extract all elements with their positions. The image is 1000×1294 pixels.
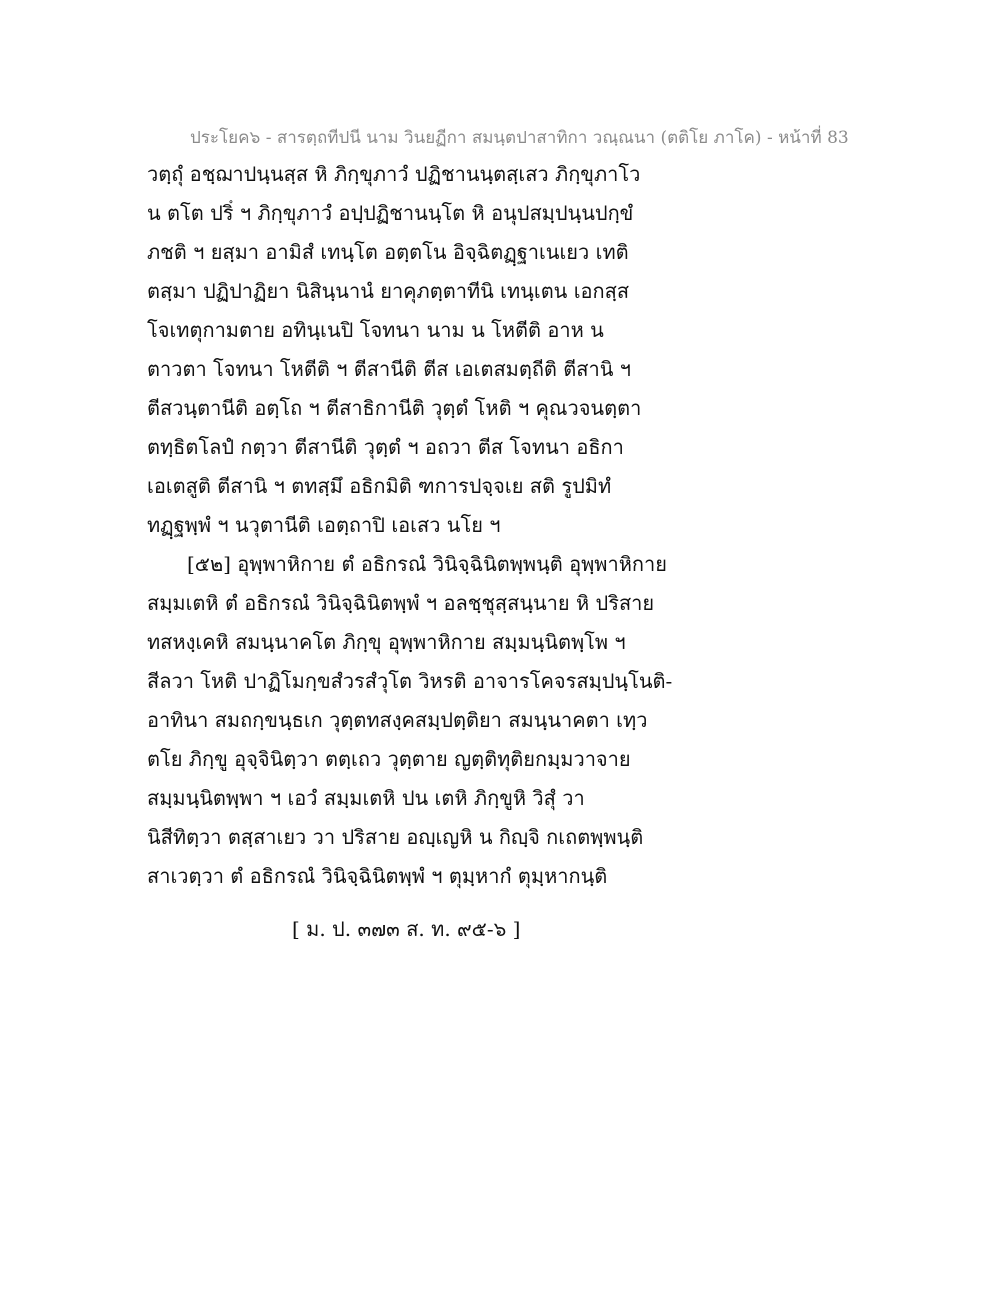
paragraph-1-line: น ตโต ปริํ ฯ ภิกฺขุภาวํ อปฺปฏิชานนฺโต หิ อนุปสมฺปนฺนปกฺขํ	[147, 201, 634, 225]
paragraph-2-line: สมฺมเตหิ ตํ อธิกรณํ วินิจฺฉินิตพฺพํ ฯ อลชฺชุสฺสนฺนาย หิ ปริสาย	[147, 591, 655, 615]
paragraph-2-line: อาทินา สมถกฺขนฺธเก วุตฺตทสงฺคสมฺปตฺติยา สมนฺนาคตา เทฺว	[147, 708, 648, 732]
running-head: ประโยค๖ - สารตฺถทีปนี นาม วินยฏีกา สมนฺตปาสาทิกา วณฺณนา (ตติโย ภาโค) - หน้าที่ 83	[190, 128, 849, 148]
body-text	[147, 155, 847, 896]
paragraph-1-line: วตฺถุํ อชฺฌาปนฺนสฺส หิ ภิกฺขุภาวํ ปฏิชานนฺตสฺเสว ภิกฺขุภาโว	[147, 162, 641, 186]
paragraph-2-line: สมฺมนฺนิตพฺพา ฯ เอวํ สมฺมเตหิ ปน เตหิ ภิกฺขูหิ วิสุํ วา	[147, 786, 585, 810]
paragraph-1-line: โจเทตุกามตาย อทินฺเนปิ โจทนา นาม น โหตีติ อาห น	[147, 318, 604, 342]
paragraph-1-line: ทฏฺฐพฺพํ ฯ นวุตานีติ เอตฺถาปิ เอเสว นโย ฯ	[147, 513, 501, 537]
paragraph-2-line: สีลวา โหติ ปาฏิโมกฺขสํวรสํวุโต วิหรติ อาจารโคจรสมฺปนฺโนติ-	[147, 669, 673, 693]
paragraph-1-line: เอเตสูติ ตีสานิ ฯ ตทสฺมึ อธิกมิติ ฑการปจฺจเย สติ รูปมิทํ	[147, 474, 612, 498]
paragraph-2-line: นิสีทิตฺวา ตสฺสาเยว วา ปริสาย อญฺเญหิ น กิญฺจิ กเถตพฺพนฺติ	[147, 825, 644, 849]
citation-reference: [ ม. ป. ๓๗๓ ส. ท. ๙๕-๖ ]	[292, 917, 521, 941]
paragraph-2-line: ตโย ภิกฺขู อุจฺจินิตฺวา ตตฺเถว วุตฺตาย ญตฺติทุติยกมฺมวาจาย	[147, 747, 631, 771]
paragraph-1-line: ตาวตา โจทนา โหตีติ ฯ ตีสานีติ ตีส เอเตสมตฺถีติ ตีสานิ ฯ	[147, 357, 631, 381]
paragraph-2-line: ทสหงฺเคหิ สมนฺนาคโต ภิกฺขุ อุพฺพาหิกาย สมฺมนฺนิตพฺโพ ฯ	[147, 630, 626, 654]
paragraph-1-line: ตทฺธิตโลปํ กตฺวา ตีสานีติ วุตฺตํ ฯ อถวา ตีส โจทนา อธิกา	[147, 435, 624, 459]
paragraph-1-line: ภชติ ฯ ยสฺมา อามิสํ เทนฺโต อตฺตโน อิจฺฉิตฏฺฐาเนเยว เทติ	[147, 240, 629, 264]
paragraph-1-line: ตีสวนฺตานีติ อตฺโถ ฯ ตีสาธิกานีติ วุตฺตํ โหติ ฯ คุณวจนตฺตา	[147, 396, 642, 420]
paragraph-2-line: สาเวตฺวา ตํ อธิกรณํ วินิจฺฉินิตพฺพํ ฯ ตุมฺหากํ ตุมฺหากนฺติ	[147, 864, 608, 888]
paragraph-2-line: [๕๒] อุพฺพาหิกาย ตํ อธิกรณํ วินิจฺฉินิตพฺพนฺติ อุพฺพาหิกาย	[187, 552, 667, 576]
paragraph-1-line: ตสฺมา ปฏิปาฏิยา นิสินฺนานํ ยาคุภตฺตาทีนิ เทนฺเตน เอกสฺส	[147, 279, 630, 303]
